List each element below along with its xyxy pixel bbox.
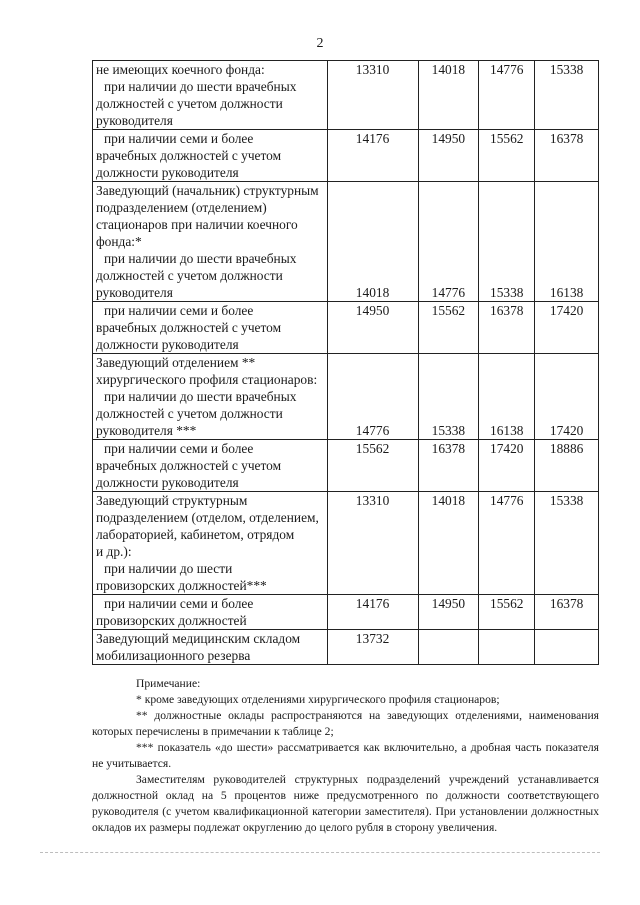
position-text-line: при наличии семи и более [104, 441, 254, 456]
position-text-line: должностей с учетом должности [96, 406, 283, 421]
salary-value-cell: 14018 [418, 61, 479, 130]
salary-value-cell: 14950 [418, 595, 479, 630]
position-text-line: подразделением (отделом, отделением, [96, 510, 319, 525]
salary-value-cell: 13732 [327, 630, 418, 665]
table-row [93, 182, 599, 302]
position-text-line: не имеющих коечного фонда: [96, 62, 265, 77]
position-text-line: провизорских должностей [96, 613, 247, 628]
table-row [93, 492, 599, 595]
salary-value-cell: 13310 [327, 492, 418, 595]
deputy-salary-paragraph: Заместителям руководителей структурных подразделений учреждений устанавливается должностной оклад на 5 процентов ниже предусмотренного по должности соответствующего руководителя (с учетом квалификационной категории заместителя). При установлении должностных окладов их размеры подлежат округлению до целого рубля в сторону увеличения. [92, 773, 599, 834]
position-cell [93, 630, 328, 665]
salary-value-cell: 17420 [535, 354, 599, 440]
position-text-line: при наличии до шести [104, 561, 233, 576]
salary-value-cell: 14776 [479, 492, 535, 595]
salary-value-cell: 17420 [535, 302, 599, 354]
position-text-line: мобилизационного резерва [96, 648, 251, 663]
salary-table-body [93, 61, 599, 665]
salary-value-cell: 14776 [327, 354, 418, 440]
position-text-line: хирургического профиля стационаров: [96, 372, 318, 387]
salary-value-cell: 17420 [479, 440, 535, 492]
position-cell [93, 354, 328, 440]
position-cell [93, 61, 328, 130]
salary-value-cell [479, 630, 535, 665]
position-text-line: лабораторией, кабинетом, отрядом [96, 527, 295, 542]
table-row [93, 595, 599, 630]
page-number: 2 [316, 36, 324, 51]
note-2: ** должностные оклады распространяются на заведующих отделениями, наименования которых перечислены в примечании к таблице 2; [92, 709, 599, 738]
notes-section [92, 676, 599, 836]
salary-value-cell: 14776 [418, 182, 479, 302]
salary-value-cell [418, 630, 479, 665]
position-text-line: руководителя [96, 113, 173, 128]
salary-value-cell: 14950 [418, 130, 479, 182]
position-text-line: фонда:* [96, 234, 142, 249]
position-cell [93, 130, 328, 182]
position-cell [93, 492, 328, 595]
position-text-line: при наличии до шести врачебных [104, 251, 297, 266]
salary-value-cell: 13310 [327, 61, 418, 130]
salary-value-cell: 14018 [418, 492, 479, 595]
salary-value-cell: 15562 [327, 440, 418, 492]
position-text-line: при наличии до шести врачебных [104, 389, 297, 404]
salary-value-cell: 15338 [535, 61, 599, 130]
position-text-line: врачебных должностей с учетом [96, 458, 282, 473]
position-text-line: врачебных должностей с учетом [96, 148, 282, 163]
position-text-line: должности руководителя [96, 475, 239, 490]
salary-value-cell: 15562 [479, 130, 535, 182]
salary-value-cell [535, 630, 599, 665]
position-text-line: Заведующий медицинским складом [96, 631, 301, 646]
notes-heading: Примечание: [136, 677, 201, 690]
position-text-line: при наличии до шести врачебных [104, 79, 297, 94]
position-text-line: и др.): [96, 544, 132, 559]
position-text-line: должности руководителя [96, 165, 239, 180]
table-row [93, 130, 599, 182]
salary-table [92, 60, 599, 665]
position-text-line: Заведующий отделением ** [96, 355, 256, 370]
position-text-line: Заведующий структурным [96, 493, 248, 508]
salary-value-cell: 15338 [535, 492, 599, 595]
position-text-line: руководителя [96, 285, 173, 300]
position-text-line: должности руководителя [96, 337, 239, 352]
position-text-line: при наличии семи и более [104, 596, 254, 611]
position-cell [93, 595, 328, 630]
salary-value-cell: 15338 [418, 354, 479, 440]
position-text-line: должностей с учетом должности [96, 96, 283, 111]
table-row [93, 440, 599, 492]
salary-value-cell: 16138 [535, 182, 599, 302]
salary-value-cell: 16138 [479, 354, 535, 440]
salary-value-cell: 16378 [535, 130, 599, 182]
table-row [93, 302, 599, 354]
position-text-line: Заведующий (начальник) структурным [96, 183, 319, 198]
salary-value-cell: 16378 [535, 595, 599, 630]
position-text-line: стационаров при наличии коечного [96, 217, 298, 232]
salary-value-cell: 16378 [479, 302, 535, 354]
position-text-line: руководителя *** [96, 423, 197, 438]
position-text-line: подразделением (отделением) [96, 200, 267, 215]
table-row [93, 61, 599, 130]
table-row [93, 630, 599, 665]
note-3: *** показатель «до шести» рассматривается как включительно, а дробная часть показателя не учитывается. [92, 741, 599, 770]
salary-value-cell: 18886 [535, 440, 599, 492]
salary-value-cell: 15562 [479, 595, 535, 630]
salary-value-cell: 16378 [418, 440, 479, 492]
table-row [93, 354, 599, 440]
salary-value-cell: 15562 [418, 302, 479, 354]
position-text-line: врачебных должностей с учетом [96, 320, 282, 335]
position-text-line: должностей с учетом должности [96, 268, 283, 283]
position-cell [93, 302, 328, 354]
salary-value-cell: 14018 [327, 182, 418, 302]
position-text-line: при наличии семи и более [104, 303, 254, 318]
position-cell [93, 440, 328, 492]
page-bottom-rule [40, 852, 600, 853]
position-text-line: провизорских должностей*** [96, 578, 267, 593]
position-cell [93, 182, 328, 302]
note-1: * кроме заведующих отделениями хирургического профиля стационаров; [136, 693, 500, 706]
salary-value-cell: 15338 [479, 182, 535, 302]
salary-value-cell: 14176 [327, 595, 418, 630]
salary-value-cell: 14176 [327, 130, 418, 182]
salary-value-cell: 14776 [479, 61, 535, 130]
salary-value-cell: 14950 [327, 302, 418, 354]
position-text-line: при наличии семи и более [104, 131, 254, 146]
